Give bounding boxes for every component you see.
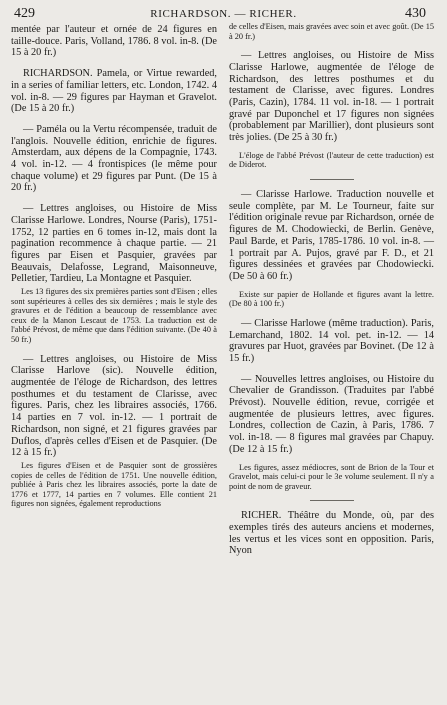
entry-pamela-english: RICHARDSON. Pamela, or Virtue rewarded, in a series of familiar letters, etc. London, 1742. 4 vol. in-8. — 29 figures par Hayman et Gravelot. (De 15 à 20 fr.) xyxy=(11,68,217,115)
left-column xyxy=(11,24,217,509)
entry-lettres-angloises-1784: — Lettres angloises, ou Histoire de Miss Clarisse Harlowe, augmentée de l'éloge de Richardson, des lettres posthumes et du testament de Clarisse, avec figures. Londres (Paris, Cazin), 1784. 11 vol. in-18. — 1 portrait gravé par Duponchel et 17 figures non signées (probablement par Marillier), dont plusieurs sont très jolies. (De 25 à 30 fr.) xyxy=(229,50,434,144)
page-header xyxy=(0,0,447,22)
entry-clarisse-harlowe-1802: — Clarisse Harlowe (même traduction). Paris, Lemarchand, 1802. 14 vol. pet. in-12. — 14 gravures par Huot, gravées par Bovinet. (De 12 à 15 fr.) xyxy=(229,317,434,364)
page-number-left: 429 xyxy=(14,6,35,21)
right-column xyxy=(229,22,434,557)
entry-clarisse-harlowe-1785: — Clarisse Harlowe. Traduction nouvelle et seule complète, par M. Le Tourneur, faite sur l'édition originale revue par Richardson, ornée de figures de M. Chodowiecki, de Berlin. Genève, Paul Barde, et Paris, 1785-1786. 10 vol. in-8. — 1 portrait par A. Pujos, gravé par F. D., et 21 figures dessinées et gravées par Chodowiecki. (De 50 à 60 fr.) xyxy=(229,189,434,282)
note-brion-gravelot: Les figures, assez médiocres, sont de Brion de la Tour et Gravelot, mais celui-ci pour le 3e volume seulement. Il n'y a point de nom de graveur. xyxy=(229,462,434,491)
entry-continuation: mentée par l'auteur et ornée de 24 figures en taille-douce. Paris, Volland, 1786. 8 vol. in-8. (De 15 à 20 fr.) xyxy=(11,24,217,59)
note-eisen-figures: Les 13 figures des six premières parties sont d'Eisen ; elles sont supérieures à celles des six dernières ; mais le style des gravures et de l'édition a beaucoup de ressemblance avec ceux de la Manon Lescaut de 1753. La traduction est de l'abbé Prévost, de même que dans l'édition suivante. (De 40 à 50 fr.) xyxy=(11,287,217,345)
running-title: RICHARDSON. — RICHER. xyxy=(150,8,297,20)
entry-pamela-french: — Paméla ou la Vertu récompensée, traduit de l'anglois. Nouvelle édition, enrichie de figures. Amsterdam, aux dépens de la Compagnie, 1743. 4 vol. in-12. — 4 frontispices (le même pour chaque volume) et 29 figures par Punt. (De 15 à 20 fr.) xyxy=(11,123,217,194)
entry-grandisson-1786: — Nouvelles lettres angloises, ou Histoire du Chevalier de Grandisson. (Traduites par l'abbé Prévost). Nouvelle édition, revue, corrigée et augmentée de plusieurs lettres, avec figures. Londres, collection de Cazin, à Paris, 1786. 7 vol. in-18. — 8 figures mal gravées par Chapuy. (De 12 à 15 fr.) xyxy=(229,373,434,455)
note-eloge-diderot: L'éloge de l'abbé Prévost (l'auteur de cette traduction) est de Diderot. xyxy=(229,150,434,170)
note-eisen-pasquier-copies: Les figures d'Eisen et de Pasquier sont de grossières copies de celles de l'édition de 1751. Une nouvelle édition, publiée à Paris chez les libraires associés, porte la date de 1776 et 1777, 14 parties en 7 volumes. Elle contient 21 figures non signées, également reproductions xyxy=(11,460,217,509)
entry-lettres-angloises-1751: — Lettres angloises, ou Histoire de Miss Clarisse Harlowe. Londres, Nourse (Paris), 1751-1752, 12 parties en 6 tomes in-12, mais dont la pagination recommence à chaque partie. — 21 figures par Eisen et Pasquier, gravées par Beauvais, Delafosse, Legrand, Maisonneuve, Pelletier, Tardieu, La Montagne et Pasquier. xyxy=(11,203,217,285)
entry-lettres-angloises-1766: — Lettres angloises, ou Histoire de Miss Clarisse Harlove (sic). Nouvelle édition, augmentée de l'éloge de Richardson, des lettres posthumes et du testament de Clarisse, avec figures. Paris, chez les libraires associés, 1766. 14 parties en 7 vol. in-12. — 1 portrait de Richardson, non signé, et 21 figures gravées par Duflos, d'après celles d'Eisen et de Pasquier. (De 12 à 15 fr.) xyxy=(11,353,217,459)
note-papier-hollande: Existe sur papier de Hollande et figures avant la lettre. (De 80 à 100 fr.) xyxy=(229,289,434,309)
page-number-right: 430 xyxy=(405,6,426,21)
note-continuation: de celles d'Eisen, mais gravées avec soin et avec goût. (De 15 à 20 fr.) xyxy=(229,22,434,41)
entry-richer-theatre: RICHER. Théâtre du Monde, où, par des exemples tirés des auteurs anciens et modernes, les vertus et les vices sont en opposition. Paris, Nyon xyxy=(229,510,434,557)
